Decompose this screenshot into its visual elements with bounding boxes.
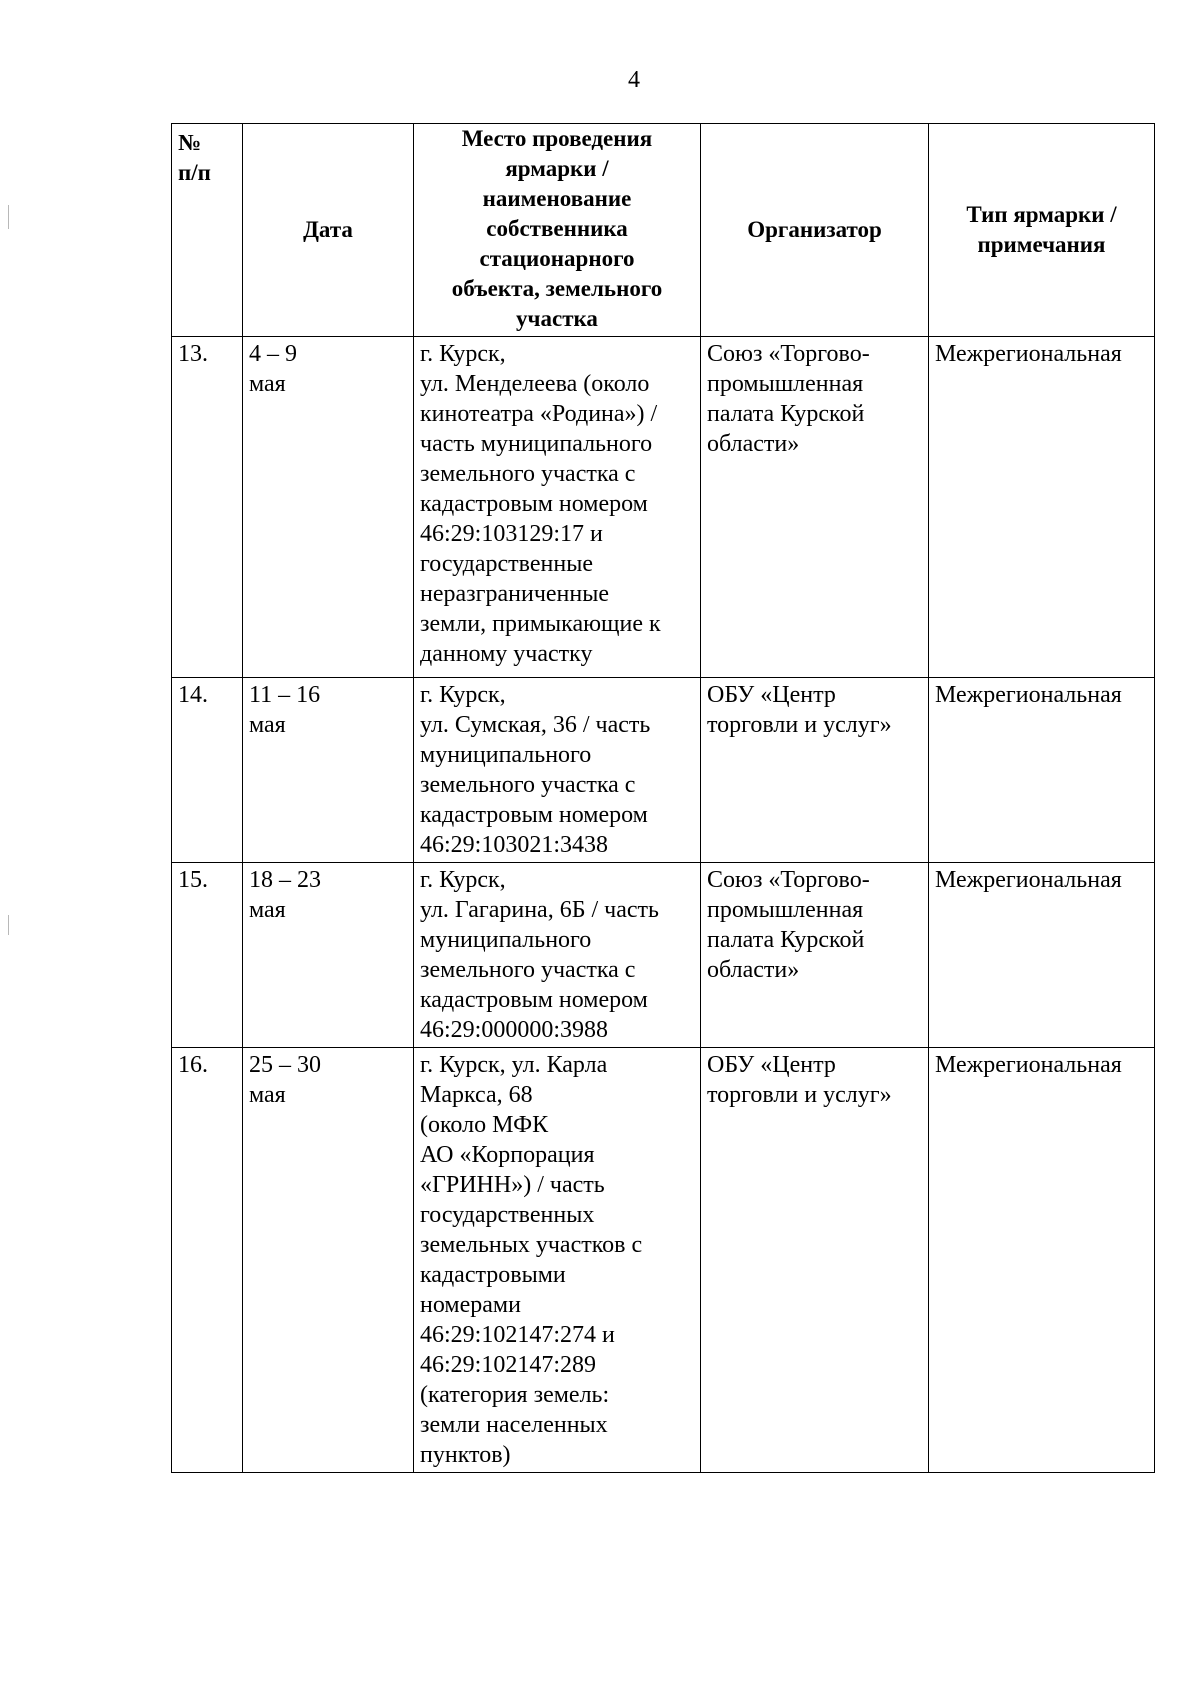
row-number: 14. [172,678,243,863]
table-body [172,337,1155,1473]
scan-edge-mark [8,915,9,935]
row-date: 11 – 16 мая [243,678,414,863]
row-organizer: ОБУ «Центр торговли и услуг» [701,1048,929,1473]
row-number: 16. [172,1048,243,1473]
row-date: 4 – 9 мая [243,337,414,678]
scan-edge-mark [8,205,9,229]
row-place: г. Курск, ул. Менделеева (около кинотеатра «Родина») / часть муниципального земельного участка с кадастровым номером 46:29:103129:17 и государственные неразграниченные земли, примыкающие к данному участку [414,337,701,678]
header-type: Тип ярмарки / примечания [929,124,1155,337]
header-organizer: Организатор [701,124,929,337]
row-type: Межрегиональная [929,337,1155,678]
row-date: 18 – 23 мая [243,863,414,1048]
table-row [172,678,1155,863]
row-date: 25 – 30 мая [243,1048,414,1473]
row-number: 13. [172,337,243,678]
header-row [172,124,1155,337]
row-organizer: Союз «Торгово- промышленная палата Курской области» [701,863,929,1048]
row-organizer: Союз «Торгово- промышленная палата Курской области» [701,337,929,678]
table-header [172,124,1155,337]
table-row [172,337,1155,678]
row-number: 15. [172,863,243,1048]
row-type: Межрегиональная [929,678,1155,863]
header-place: Место проведения ярмарки / наименование собственника стационарного объекта, земельного участка [414,124,701,337]
header-date: Дата [243,124,414,337]
row-type: Межрегиональная [929,1048,1155,1473]
row-place: г. Курск, ул. Гагарина, 6Б / часть муниципального земельного участка с кадастровым номером 46:29:000000:3988 [414,863,701,1048]
table-row [172,1048,1155,1473]
header-number: № п/п [172,124,243,337]
row-type: Межрегиональная [929,863,1155,1048]
table-row [172,863,1155,1048]
fair-schedule-table [171,123,1155,1473]
row-place: г. Курск, ул. Карла Маркса, 68 (около МФК АО «Корпорация «ГРИНН») / часть государственных земельных участков с кадастровыми номерами 46:29:102147:274 и 46:29:102147:289 (категория земель: земли населенных пунктов) [414,1048,701,1473]
row-organizer: ОБУ «Центр торговли и услуг» [701,678,929,863]
row-place: г. Курск, ул. Сумская, 36 / часть муниципального земельного участка с кадастровым номером 46:29:103021:3438 [414,678,701,863]
page-number: 4 [628,67,640,93]
